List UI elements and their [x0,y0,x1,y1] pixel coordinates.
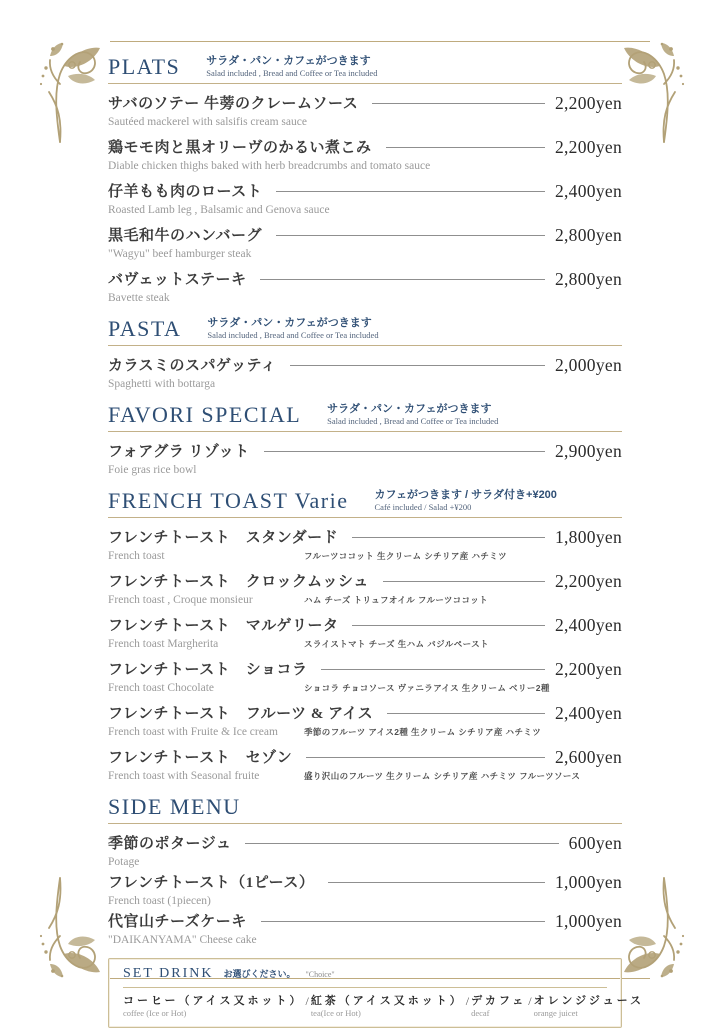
section-divider [108,823,622,824]
section-subtitle-jp: サラダ・パン・カフェがつきます [327,403,492,415]
menu-item-description [108,593,622,607]
menu-item-row [108,355,622,376]
menu-item [108,441,622,477]
item-price: 1,800yen [554,527,622,547]
menu-item [108,527,622,563]
menu-item-description [108,247,622,261]
item-name-jp: フォアグラ リゾット [108,443,250,460]
section-subtitle-en: Salad included , Bread and Coffee or Tea included [206,68,378,78]
item-detail-jp: フルーツココット 生クリーム シチリア産 ハチミツ [304,551,508,561]
price-leader-line [321,669,544,670]
drink-separator: / [528,994,532,1008]
menu-item [108,872,622,908]
section-title: FAVORI SPECIAL [108,402,302,427]
section-subtitle [206,55,377,79]
top-border-rule [110,41,650,42]
set-drink-title: SET DRINK [123,966,214,981]
item-price: 2,400yen [554,703,622,723]
menu-item [108,747,622,783]
item-price: 2,200yen [554,137,622,157]
item-name-en: "DAIKANYAMA" Cheese cake [108,934,257,946]
drink-separator: / [465,994,470,1008]
section-subtitle-jp: カフェがつきます / サラダ付き+¥200 [374,489,557,501]
menu-item-row [108,833,622,854]
item-detail-jp: スライストマト チーズ 生ハム バジルペースト [304,639,489,649]
item-name-jp: サバのソテー 牛蒡のクレームソース [108,95,359,112]
section-title: PLATS [108,54,181,79]
item-price: 600yen [568,833,622,853]
price-leader-line [276,235,545,236]
drink-name-en: decaf [471,1008,490,1018]
item-name-en: French toast [108,550,165,562]
item-name-en: "Wagyu" beef hamburger steak [108,248,252,260]
drink-option [471,994,526,1019]
item-name-jp: フレンチトースト マルゲリータ [108,617,339,634]
section-header [108,488,622,514]
drink-name-jp: オレンジジュース [533,995,645,1007]
item-name-jp: フレンチトースト フルーツ & アイス [108,705,374,722]
section-items [108,527,622,783]
item-name-jp: フレンチトースト（1ピース） [108,874,315,891]
item-price: 2,200yen [554,93,622,113]
price-leader-line [352,537,545,538]
menu-item [108,355,622,391]
item-name-jp: 黒毛和牛のハンバーグ [108,227,262,244]
item-name-jp: フレンチトースト クロックムッシュ [108,573,369,590]
drink-option [534,994,644,1019]
item-name-en: Potage [108,856,140,868]
section-subtitle-en: Café included / Salad +¥200 [374,502,472,512]
item-name-jp: バヴェットステーキ [108,271,247,288]
item-price: 2,200yen [554,571,622,591]
section-subtitle-en: Salad included , Bread and Coffee or Tea included [207,330,379,340]
section-divider [108,517,622,518]
menu-section [108,54,622,305]
menu-item [108,615,622,651]
menu-item-row [108,181,622,202]
drink-name-jp: 紅茶（アイス又ホット） [310,995,464,1007]
item-name-jp: フレンチトースト ショコラ [108,661,308,678]
section-header [108,316,622,342]
menu-item [108,181,622,217]
section-subtitle [207,317,378,341]
corner-flourish-icon [620,22,708,144]
menu-item-description [108,681,622,695]
menu-item [108,137,622,173]
item-name-jp: 季節のポタージュ [108,835,232,852]
menu-item-row [108,93,622,114]
menu-item-description [108,725,622,739]
item-name-jp: フレンチトースト セゾン [108,749,293,766]
menu-item-row [108,441,622,462]
menu-content [108,54,645,1028]
drink-name-jp: デカフェ [471,995,527,1007]
item-price: 2,800yen [554,269,622,289]
item-name-en: Spaghetti with bottarga [108,378,216,390]
drink-name-en: tea(Ice or Hot) [310,1008,361,1018]
price-leader-line [290,365,545,366]
section-title: SIDE MENU [108,794,241,819]
section-subtitle [327,403,498,427]
item-name-en: French toast with Fruite & Ice cream [108,726,278,738]
price-leader-line [261,921,545,922]
menu-item [108,571,622,607]
item-name-en: French toast (1piecen) [108,895,211,907]
item-price: 2,200yen [554,659,622,679]
drink-name-jp: コーヒー（アイス又ホット） [123,995,304,1007]
menu-item-description [108,549,622,563]
menu-section [108,488,622,783]
item-name-jp: 代官山チーズケーキ [108,913,247,930]
item-name-en: Foie gras rice bowl [108,464,197,476]
section-subtitle [375,489,557,513]
item-detail-jp: 盛り沢山のフルーツ 生クリーム シチリア産 ハチミツ フルーツソース [304,771,581,781]
menu-item-row [108,527,622,548]
item-name-jp: 仔羊もも肉のロースト [108,183,263,200]
menu-section [108,316,622,391]
menu-item-description [108,894,622,908]
item-price: 2,400yen [554,615,622,635]
price-leader-line [260,279,545,280]
menu-item [108,911,622,947]
price-leader-line [352,625,544,626]
menu-item-description [108,115,622,129]
menu-item [108,225,622,261]
menu-item-row [108,269,622,290]
section-divider [108,345,622,346]
menu-item-description [108,637,622,651]
price-leader-line [387,713,545,714]
section-header [108,794,622,820]
price-leader-line [264,451,545,452]
set-drink-divider [123,987,607,988]
item-name-en: French toast with Seasonal fruite [108,770,260,782]
price-leader-line [372,103,545,104]
item-name-en: French toast Margherita [108,638,219,650]
section-divider [108,431,622,432]
menu-item-row [108,747,622,768]
menu-item-row [108,571,622,592]
price-leader-line [276,191,545,192]
menu-item [108,703,622,739]
set-drink-note-jp: お選びください。 [223,969,296,979]
drink-name-en: orange juicet [533,1008,578,1018]
menu-section [108,402,622,477]
item-price: 2,400yen [554,181,622,201]
menu-item [108,93,622,129]
menu-item-description [108,377,622,391]
price-leader-line [386,147,545,148]
menu-item-description [108,291,622,305]
item-name-en: Diable chicken thighs baked with herb breadcrumbs and tomato sauce [108,160,431,172]
drink-separator: / [305,994,309,1008]
section-subtitle-jp: サラダ・パン・カフェがつきます [206,55,371,67]
set-drink-header [123,966,607,982]
section-items [108,833,622,947]
section-items [108,93,622,305]
menu-item-row [108,911,622,932]
item-name-jp: カラスミのスパゲッティ [108,357,277,374]
section-subtitle-en: Salad included , Bread and Coffee or Tea included [327,416,499,426]
price-leader-line [383,581,545,582]
set-drink-box [108,958,645,1028]
menu-item-description [108,855,622,869]
item-name-jp: フレンチトースト スタンダード [108,529,339,546]
section-title: FRENCH TOAST Varie [108,488,349,513]
menu-item-row [108,615,622,636]
section-title: PASTA [108,316,182,341]
price-leader-line [306,757,545,758]
item-detail-jp: 季節のフルーツ アイス2種 生クリーム シチリア産 ハチミツ [304,727,542,737]
menu-item-description [108,769,622,783]
item-name-en: Roasted Lamb leg , Balsamic and Genova sauce [108,204,330,216]
menu-item-row [108,872,622,893]
drink-name-en: coffee (Ice or Hot) [123,1008,187,1018]
section-items [108,441,622,477]
menu-item [108,269,622,305]
item-detail-jp: ショコラ チョコソース ヴァニラアイス 生クリーム ベリー2種 [304,683,550,693]
item-name-jp: 鶏モモ肉と黒オリーヴのかるい煮こみ [108,139,372,156]
menu-item-row [108,659,622,680]
drink-option [123,994,303,1019]
section-items [108,355,622,391]
item-name-en: French toast Chocolate [108,682,215,694]
corner-flourish-icon [620,876,708,998]
menu-item-description [108,463,622,477]
item-detail-jp: ハム チーズ トリュフオイル フルーツココット [304,595,489,605]
corner-flourish-icon [16,22,104,144]
item-price: 2,600yen [554,747,622,767]
menu-item-description [108,159,622,173]
item-name-en: Bavette steak [108,292,170,304]
item-price: 1,000yen [554,872,622,892]
item-name-en: Sautéed mackerel with salsifis cream sauce [108,116,307,128]
menu-section [108,794,622,947]
menu-item-row [108,225,622,246]
price-leader-line [328,882,545,883]
menu-item [108,659,622,695]
menu-item [108,833,622,869]
item-price: 2,800yen [554,225,622,245]
section-header [108,402,622,428]
corner-flourish-icon [16,876,104,998]
item-price: 2,900yen [554,441,622,461]
item-price: 1,000yen [554,911,622,931]
menu-item-description [108,203,622,217]
set-drink-options [123,994,645,1019]
menu-item-description [108,933,622,947]
item-name-en: French toast , Croque monsieur [108,594,253,606]
menu-sections [108,54,622,947]
section-divider [108,83,622,84]
set-drink-note-en: "Choice" [305,970,335,979]
item-price: 2,000yen [554,355,622,375]
section-header [108,54,622,80]
menu-item-row [108,703,622,724]
section-subtitle-jp: サラダ・パン・カフェがつきます [207,317,372,329]
price-leader-line [245,843,558,844]
menu-item-row [108,137,622,158]
drink-option [311,994,464,1019]
